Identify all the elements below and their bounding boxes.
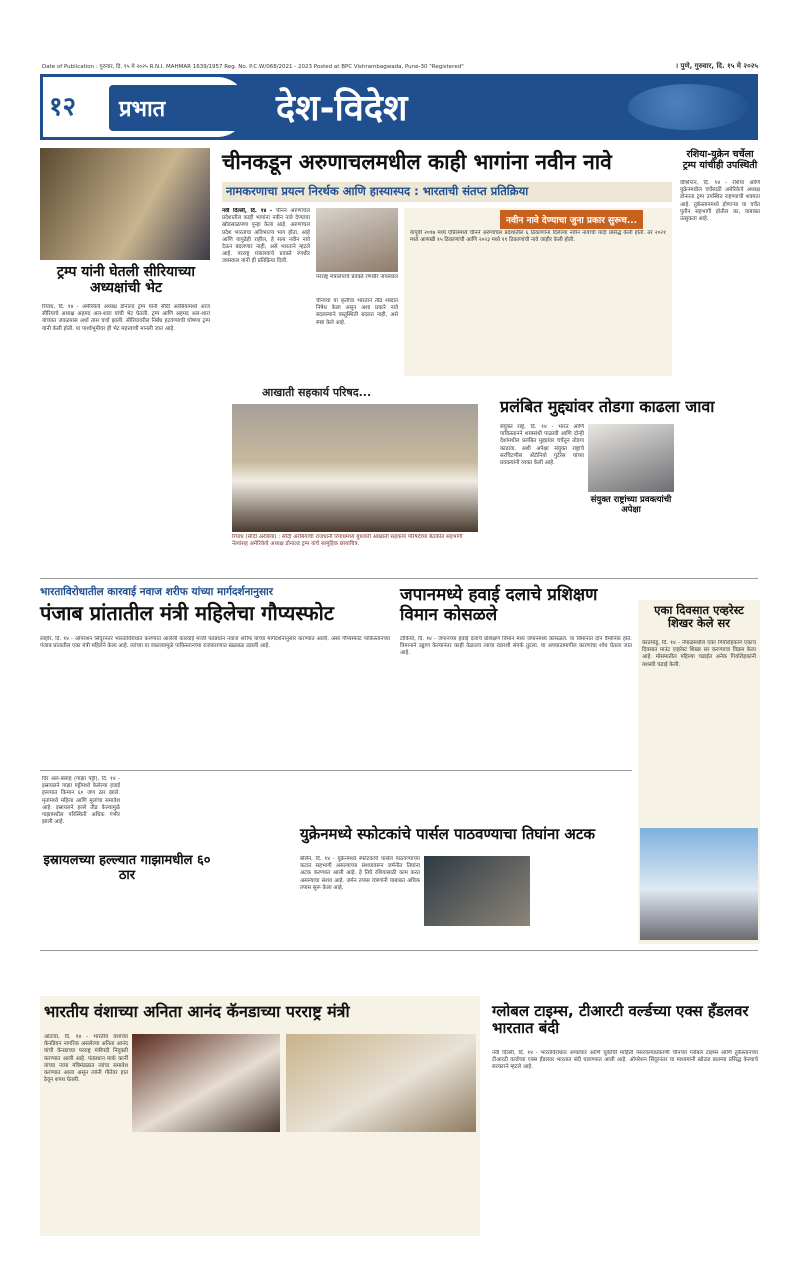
- anand-headline: भारतीय वंशाच्या अनिता आनंद कॅनडाच्या परराष्ट्र मंत्री: [44, 1002, 350, 1021]
- everest-headline: एका दिवसात एव्हरेस्ट शिखर केले सर: [654, 603, 744, 631]
- china-sidebox-body: यापूर्वी २०१७ मध्ये एप्रिलमध्ये चीनने अरुणाचल प्रदेशातील ६ ठिकाणांना दिलेल्या नवीन नावांची यादी प्रसिद्ध केली होती. तर २०२१ मध्ये आणखी १५ ठिकाणांची आणि २०२३ मध्ये ११ ठिकाणांची नावे जाहीर केली होती.: [410, 230, 666, 244]
- jaiswal-caption: परराष्ट्र मंत्रालयाचे प्रवक्ते रणधीर जयस्वाल: [316, 274, 398, 280]
- gulf-summit-photo: [232, 404, 478, 532]
- ukraine-parcel-headline: युक्रेनमध्ये स्फोटकांचे पार्सल पाठवण्याचा तिघांना अटक: [300, 825, 595, 843]
- guterres-photo: [588, 424, 674, 492]
- un-photo-caption: संयुक्त राष्ट्रांच्या प्रवक्त्यांची अपेक्षा: [590, 495, 672, 515]
- russia-ukraine-headline: रशिया-युक्रेन चर्चेला ट्रम्प यांचीही उपस्थिती: [682, 149, 758, 171]
- gaza-headline: इस्रायलच्या हल्ल्यात गाझामधील ६० ठार: [43, 853, 211, 883]
- meta-date: । पुणे, गुरुवार, दि. १५ मे २०२५: [675, 62, 758, 70]
- newspaper-logo: प्रभात: [109, 85, 247, 131]
- punjab-body: लाहोर, दि. १४ - ऑपरेशन सिंदूरनंतर भारताविरोधात करण्यात आलेली कारवाई माजी पंतप्रधान नवाज शरीफ यांच्या मार्गदर्शनानुसार करण्यात आली, असा गौप्यस्फोट पाकिस्तानच्या पंजाब प्रांतातील एका मंत्री महिलेने केला आहे. त्यांच्या या वक्तव्यामुळे पाकिस्तानच्या राजकारणात खळबळ उडाली आहे.: [40, 636, 390, 650]
- divider: [40, 770, 632, 771]
- un-body: संयुक्त राष्ट्रे, दि. १४ - भारत आणि पाकिस्तानने शस्त्रसंधी पाळावी आणि दोन्ही देशांमधील प्रलंबित मुद्द्यांवर चर्चेतून तोडगा काढावा, अशी अपेक्षा संयुक्त राष्ट्रांचे सरचिटणीस अँटोनियो गुटेरेस यांच्या प्रवक्त्यांनी व्यक्त केली आहे.: [500, 424, 584, 467]
- divider: [40, 578, 758, 579]
- trump-syria-headline: ट्रम्प यांनी घेतली सीरियाच्या अध्यक्षांची भेट: [56, 264, 196, 297]
- masthead: [40, 74, 758, 140]
- russia-ukraine-body: वॉशिंग्टन, दि. १४ - रशिया आणि युक्रेनमधील चर्चेसाठी अमेरिकेचे अध्यक्ष डोनाल्ड ट्रम्प उपस्थित राहण्याची शक्यता आहे. तुर्कस्तानमध्ये होणाऱ्या या चर्चेत पुतीन सहभागी होतील का, याबाबत उत्सुकता आहे.: [680, 180, 760, 223]
- global-times-body: नवी दिल्ली, दि. १४ - भारतविरोधात अपप्रचार आणि चुकीची माहिती पसरवल्याप्रकरणी चीनच्या ग्लोबल टाइम्स आणि तुर्कस्तानच्या टीआरटी वर्ल्डच्या एक्स हँडलवर भारतात बंदी घालण्यात आली आहे. ऑपरेशन सिंदूरनंतर या माध्यमांनी खोट्या बातम्या प्रसिद्ध केल्याचे सरकारने म्हटले आहे.: [492, 1050, 758, 1071]
- section-title: देश-विदेश: [276, 88, 408, 129]
- global-times-headline: ग्लोबल टाइम्स, टीआरटी वर्ल्डच्या एक्स हँडलवर भारतात बंदी: [492, 1002, 749, 1038]
- china-body: [222, 208, 310, 378]
- meta-line: Date of Publication : गुरुवार, दि. १५ मे २०२५ R.N.I. MAHMAR 1639/1957 Reg. No. P.C.W/068/2021 - 2023 Posted at BPC Vishrambagwada, Pune-30 "Registered": [42, 64, 464, 70]
- japan-headline: जपानमध्ये हवाई दलाचे प्रशिक्षण विमान कोसळले: [400, 585, 598, 625]
- everest-body: काठमांडू, दि. १४ - नेपाळमधील एका गिर्यारोहकाने एकाच दिवसात माउंट एव्हरेस्ट शिखर सर करण्याचा विक्रम केला आहे. मोसमातील पहिल्या चढाईत अनेक गिर्यारोहकांनी यशस्वी चढाई केली.: [642, 640, 756, 668]
- china-sidebox-title: नवीन नावे देण्याचा जुना प्रकार सुरूच...: [500, 210, 643, 229]
- china-subhead: नामकरणाचा प्रयत्न निरर्थक आणि हास्यास्पद : भारताची संतप्त प्रतिक्रिया: [226, 184, 529, 198]
- china-dateline: नवी दिल्ली, दि. १४ -: [222, 208, 273, 214]
- anand-body: ओटावा, दि. १४ - भारतीय वंशाच्या कॅनडियन नागरिक असलेल्या अनिता आनंद यांची कॅनडाच्या परराष्ट्र मंत्रीपदी नियुक्ती करण्यात आली आहे. पंतप्रधान मार्क कार्नी यांच्या नव्या मंत्रिमंडळात त्यांचा समावेश करण्यात आला असून त्यांनी गीतेवर हात ठेवून शपथ घेतली.: [44, 1034, 128, 1084]
- trump-syria-photo: [40, 148, 210, 260]
- everest-photo: [640, 828, 758, 940]
- world-map-icon: [628, 84, 748, 130]
- gulf-caption: रियाध (सौदी अरेबिया) : सौदी अरेबियाची राजधानी रियाधमध्ये बुधवारी आखाती सहकार्य परिषदेच्या बैठकीत सहभागी नेत्यांसह अमेरिकेचे अध्यक्ष डोनाल्ड ट्रम्प यांचे सामूहिक छायाचित्र.: [232, 534, 463, 547]
- china-body-text: चीनने अरुणाचल प्रदेशातील काही भागांना नवीन नावे देण्याचा खोडसाळपणा पुन्हा केला आहे. अरुणाचल प्रदेश भारताचा अविभाज्य भाग होता, आहे आणि यापुढेही राहील, हे सत्य नवीन नावे देऊन बदलणार नाही, असे भारताने म्हटले आहे. परराष्ट्र मंत्रालयाचे प्रवक्ते रणधीर जयस्वाल यांनी ही प्रतिक्रिया दिली.: [222, 208, 310, 265]
- gulf-kicker: आखाती सहकार्य परिषद...: [262, 386, 372, 399]
- china-headline: चीनकडून अरुणाचलमधील काही भागांना नवीन नावे: [222, 150, 612, 174]
- ukraine-parcel-photo: [424, 856, 530, 926]
- publication-meta: [42, 62, 758, 74]
- ukraine-parcel-body: बर्लिन, दि. १४ - युक्रेनमध्ये स्फोटकांचे पार्सल पाठवण्याच्या कटात सहभागी असल्याच्या संशयावरून जर्मनीत तिघांना अटक करण्यात आली आहे. हे तिघे रशियासाठी काम करत असल्याचा संशय आहे. जर्मन तपास यंत्रणांनी याबाबत अधिक तपास सुरू केला आहे.: [300, 856, 420, 891]
- japan-body: टोकियो, दि. १४ - जपानच्या हवाई दलाचे प्रशिक्षण विमान मध्य जपानमध्ये कोसळले. या विमानात दोन वैमानिक होते. विमानाने उड्डाण केल्यानंतर काही वेळातच त्याचा रडारशी संपर्क तुटला. या अपघातामागील कारणांचा शोध घेतला जात आहे.: [400, 636, 632, 657]
- jaiswal-photo: [316, 208, 398, 272]
- anand-photo-2: [286, 1034, 476, 1132]
- punjab-headline: पंजाब प्रांतातील मंत्री महिलेचा गौप्यस्फोट: [40, 601, 334, 625]
- un-headline: प्रलंबित मुद्द्यांवर तोडगा काढला जावा: [500, 397, 715, 416]
- page-number-box: [40, 74, 250, 140]
- trump-syria-body: रियाध, दि. १४ - अमेरिकेचे अध्यक्ष डोनाल्ड ट्रम्प यांनी सौदी अरेबियामध्ये आज सीरियाचे अध्यक्ष अहमद अल-शारा यांची भेट घेतली. ट्रम्प आणि अहमद अल-शारा यांच्यात जवळपास अर्धा तास चर्चा झाली. सीरियावरील निर्बंध हटवण्याची घोषणा ट्रम्प यांनी केली होती. या पार्श्वभूमीवर ही भेट महत्त्वाची मानली जात आहे.: [42, 304, 210, 332]
- china-body-col2: चीनच्या या कृतीचा भारताने तीव्र शब्दांत निषेध केला असून अशा प्रकारे नावे बदलल्याने वस्तुस्थिती बदलत नाही, असे स्पष्ट केले आहे.: [316, 298, 398, 326]
- punjab-strap: भारताविरोधातील कारवाई नवाज शरीफ यांच्या मार्गदर्शनानुसार: [40, 586, 274, 598]
- divider: [40, 950, 758, 951]
- anand-photo-1: [132, 1034, 280, 1132]
- page-number: १२: [49, 92, 77, 122]
- gaza-body: दिर अल-बलाह (गाझा पट्टी), दि. १४ - इस्रायलने गाझा पट्टीमध्ये केलेल्या हवाई हल्ल्यात किमान ६० जण ठार झाले. मृतांमध्ये महिला आणि मुलांचा समावेश आहे. इस्रायलने हल्ले तीव्र केल्यामुळे गाझामधील परिस्थिती अधिक गंभीर झाली आहे.: [42, 776, 120, 826]
